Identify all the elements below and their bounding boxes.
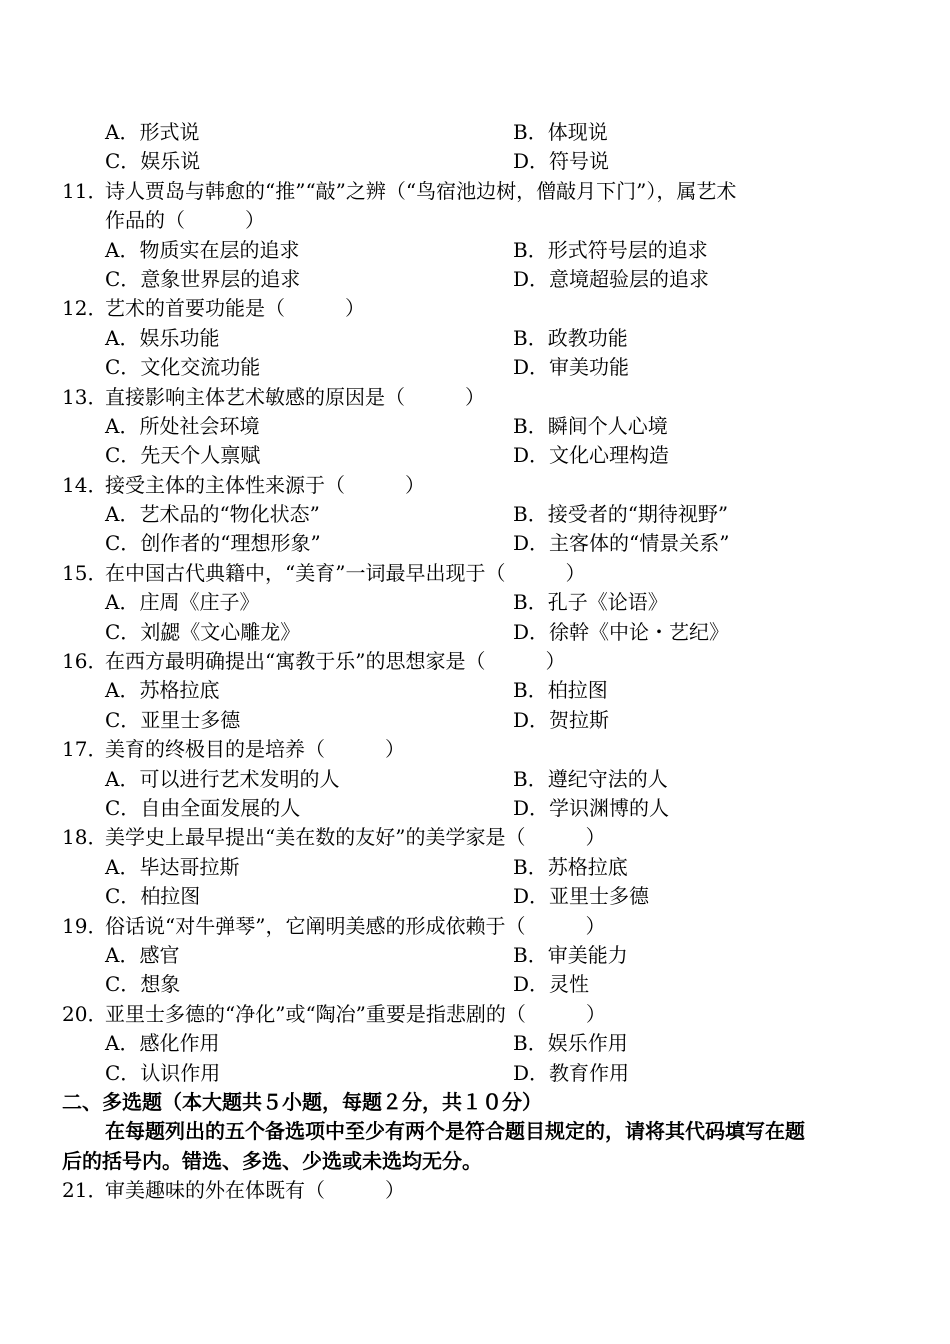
option-letter: C．: [105, 443, 141, 468]
question-options-row: [0, 1059, 950, 1088]
question-options-row: [0, 882, 950, 911]
question-stem-line: [0, 1000, 950, 1029]
option-text: 毕达哥拉斯: [139, 854, 240, 879]
question-number: 16．: [62, 649, 108, 674]
option-letter: B．: [513, 325, 548, 350]
question-number: 21．: [62, 1178, 108, 1203]
option-d: [513, 618, 729, 647]
option-text: 灵性: [549, 972, 590, 997]
question-options-row: [0, 324, 950, 353]
option-letter: B．: [513, 942, 548, 967]
question-options-row: [0, 676, 950, 705]
option-letter: C．: [105, 619, 141, 644]
option-b: [513, 324, 628, 353]
option-a: [105, 500, 320, 529]
question-stem-line: [0, 177, 950, 206]
question-options-row: [0, 706, 950, 735]
option-letter: A．: [105, 590, 140, 615]
option-c: [105, 706, 240, 735]
option-c: [105, 1059, 220, 1088]
option-letter: A．: [105, 766, 140, 791]
option-text: 意象世界层的追求: [140, 266, 301, 291]
option-c: [105, 265, 300, 294]
question-21-stem-line: [0, 1176, 950, 1205]
option-text: 庄周《庄子》: [139, 590, 260, 615]
option-b: [513, 236, 708, 265]
option-letter: C．: [105, 795, 141, 820]
question-options-row: [0, 412, 950, 441]
question-number: 13．: [62, 384, 108, 409]
q10-options-row-2: [0, 147, 950, 176]
option-text: 苏格拉底: [139, 678, 220, 703]
option-text: 柏拉图: [140, 884, 201, 909]
option-letter: A．: [105, 325, 140, 350]
option-text: 政教功能: [547, 325, 628, 350]
q10-option-d: D．符号说: [513, 149, 610, 174]
question-number: 11．: [62, 178, 108, 203]
question-number: 12．: [62, 296, 108, 321]
question-list: [0, 177, 950, 1088]
question-number: 18．: [62, 825, 108, 850]
option-letter: B．: [513, 854, 548, 879]
option-letter: A．: [105, 854, 140, 879]
option-text: 娱乐作用: [547, 1031, 628, 1056]
option-letter: C．: [105, 884, 141, 909]
question-number: 15．: [62, 560, 108, 585]
question-number: 17．: [62, 737, 108, 762]
q10-option-b: B．体现说: [513, 120, 608, 144]
option-d: [513, 353, 629, 382]
option-letter: D．: [513, 619, 550, 644]
option-letter: D．: [513, 266, 550, 291]
option-text: 物质实在层的追求: [139, 237, 300, 262]
option-text: 贺拉斯: [549, 707, 610, 732]
option-c: [105, 882, 200, 911]
option-letter: A．: [105, 942, 140, 967]
question-stem: 审美趣味的外在体既有（ ）: [105, 1178, 405, 1203]
option-b: [513, 588, 668, 617]
option-letter: D．: [513, 707, 550, 732]
option-d: [513, 265, 709, 294]
option-a: [105, 676, 219, 705]
option-text: 感官: [139, 942, 180, 967]
option-letter: C．: [105, 972, 141, 997]
option-letter: C．: [105, 355, 141, 380]
question-stem-line: [0, 912, 950, 941]
question-stem: 直接影响主体艺术敏感的原因是（ ）: [105, 384, 485, 409]
option-a: [105, 324, 219, 353]
option-b: [513, 853, 628, 882]
option-text: 创作者的“理想形象”: [140, 531, 321, 556]
question-stem: 在中国古代典籍中，“美育”一词最早出现于（ ）: [105, 560, 586, 585]
option-text: 遵纪守法的人: [547, 766, 668, 791]
option-text: 意境超验层的追求: [549, 266, 710, 291]
question-stem-continued: 作品的（ ）: [105, 208, 265, 233]
option-text: 刘勰《文心雕龙》: [140, 619, 301, 644]
option-letter: A．: [105, 237, 140, 262]
question-stem-line: [0, 647, 950, 676]
option-letter: B．: [513, 678, 548, 703]
option-c: [105, 970, 180, 999]
option-letter: B．: [513, 1031, 548, 1056]
option-c: [105, 441, 260, 470]
option-letter: D．: [513, 884, 550, 909]
option-text: 柏拉图: [547, 678, 608, 703]
question-stem-line: [0, 823, 950, 852]
question-number: 19．: [62, 913, 108, 938]
option-letter: D．: [513, 443, 550, 468]
option-text: 苏格拉底: [547, 854, 628, 879]
question-options-row: [0, 765, 950, 794]
q10-options-row-1: [0, 118, 950, 147]
option-a: [105, 236, 299, 265]
option-text: 主客体的“情景关系”: [549, 531, 730, 556]
option-b: [513, 500, 728, 529]
option-d: [513, 1059, 629, 1088]
option-text: 审美能力: [547, 942, 628, 967]
option-letter: D．: [513, 1060, 550, 1085]
option-a: [105, 588, 259, 617]
question-options-row: [0, 265, 950, 294]
question-options-row: [0, 618, 950, 647]
option-text: 亚里士多德: [140, 707, 241, 732]
option-text: 所处社会环境: [139, 413, 260, 438]
question-options-row: [0, 500, 950, 529]
option-d: [513, 882, 649, 911]
question-stem: 在西方最明确提出“寓教于乐”的思想家是（ ）: [105, 649, 566, 674]
option-text: 娱乐功能: [139, 325, 220, 350]
option-a: [105, 941, 179, 970]
option-letter: A．: [105, 502, 140, 527]
option-text: 想象: [140, 972, 181, 997]
option-text: 认识作用: [140, 1060, 221, 1085]
question-options-row: [0, 441, 950, 470]
option-text: 自由全面发展的人: [140, 795, 301, 820]
option-b: [513, 412, 668, 441]
option-text: 文化交流功能: [140, 355, 261, 380]
question-options-row: [0, 236, 950, 265]
question-stem-continuation: [0, 206, 950, 235]
question-options-row: [0, 353, 950, 382]
option-text: 学识渊博的人: [549, 795, 670, 820]
section2-heading: 二、多选题（本大题共５小题，每题２分，共１０分）: [62, 1089, 542, 1114]
option-d: [513, 794, 669, 823]
option-text: 感化作用: [139, 1031, 220, 1056]
option-letter: B．: [513, 502, 548, 527]
question-stem: 诗人贾岛与韩愈的“推”“敲”之辨（“鸟宿池边树，僧敲月下门”），属艺术: [105, 178, 737, 203]
question-stem: 美育的终极目的是培养（ ）: [105, 737, 405, 762]
question-options-row: [0, 941, 950, 970]
option-a: [105, 412, 259, 441]
option-text: 徐幹《中论・艺纪》: [549, 619, 730, 644]
question-options-row: [0, 588, 950, 617]
option-letter: B．: [513, 590, 548, 615]
option-letter: A．: [105, 678, 140, 703]
question-number: 14．: [62, 472, 108, 497]
question-stem: 亚里士多德的“净化”或“陶冶”重要是指悲剧的（ ）: [105, 1001, 606, 1026]
q10-option-a: A．形式说: [105, 120, 200, 144]
option-a: [105, 765, 339, 794]
option-d: [513, 970, 589, 999]
option-text: 先天个人禀赋: [140, 443, 261, 468]
option-letter: D．: [513, 972, 550, 997]
option-text: 孔子《论语》: [547, 590, 668, 615]
option-letter: B．: [513, 237, 548, 262]
option-text: 审美功能: [549, 355, 630, 380]
option-c: [105, 529, 321, 558]
question-stem: 艺术的首要功能是（ ）: [105, 296, 365, 321]
question-stem-line: [0, 383, 950, 412]
option-text: 教育作用: [549, 1060, 630, 1085]
section2-instruction-line-1: 在每题列出的五个备选项中至少有两个是符合题目规定的，请将其代码填写在题: [105, 1119, 805, 1144]
question-options-row: [0, 529, 950, 558]
question-options-row: [0, 970, 950, 999]
option-letter: A．: [105, 413, 140, 438]
option-letter: D．: [513, 531, 550, 556]
question-options-row: [0, 853, 950, 882]
option-letter: D．: [513, 795, 550, 820]
option-a: [105, 1029, 219, 1058]
option-text: 形式符号层的追求: [547, 237, 708, 262]
option-letter: B．: [513, 413, 548, 438]
option-text: 瞬间个人心境: [547, 413, 668, 438]
option-text: 亚里士多德: [549, 884, 650, 909]
question-number: 20．: [62, 1001, 108, 1026]
option-c: [105, 353, 260, 382]
option-text: 可以进行艺术发明的人: [139, 766, 340, 791]
option-b: [513, 765, 668, 794]
question-options-row: [0, 794, 950, 823]
option-letter: C．: [105, 1060, 141, 1085]
option-text: 艺术品的“物化状态”: [139, 502, 320, 527]
question-stem: 美学史上最早提出“美在数的友好”的美学家是（ ）: [105, 825, 606, 850]
option-letter: A．: [105, 1031, 140, 1056]
option-letter: C．: [105, 266, 141, 291]
question-stem-line: [0, 471, 950, 500]
option-b: [513, 676, 608, 705]
q10-option-c: C．娱乐说: [105, 149, 201, 174]
question-options-row: [0, 1029, 950, 1058]
option-letter: B．: [513, 766, 548, 791]
option-d: [513, 529, 730, 558]
question-stem-line: [0, 559, 950, 588]
option-letter: D．: [513, 355, 550, 380]
option-text: 文化心理构造: [549, 443, 670, 468]
option-letter: C．: [105, 707, 141, 732]
section2-instruction-line-2: 后的括号内。错选、多选、少选或未选均无分。: [62, 1148, 482, 1173]
question-stem-line: [0, 735, 950, 764]
option-d: [513, 706, 609, 735]
option-letter: C．: [105, 531, 141, 556]
question-stem: 俗话说“对牛弹琴”，它阐明美感的形成依赖于（ ）: [105, 913, 606, 938]
option-c: [105, 794, 300, 823]
option-b: [513, 941, 628, 970]
option-d: [513, 441, 669, 470]
exam-page: [0, 118, 950, 1205]
question-stem: 接受主体的主体性来源于（ ）: [105, 472, 425, 497]
option-c: [105, 618, 300, 647]
question-stem-line: [0, 294, 950, 323]
option-b: [513, 1029, 628, 1058]
option-text: 接受者的“期待视野”: [547, 502, 729, 527]
option-a: [105, 853, 239, 882]
